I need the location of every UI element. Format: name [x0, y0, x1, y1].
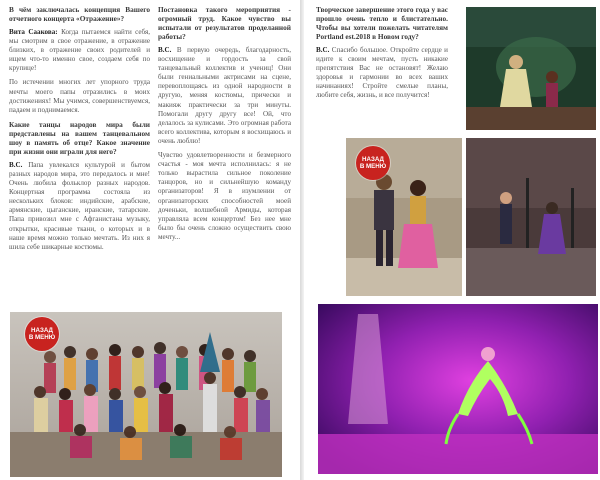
speaker-label: В.С. — [316, 46, 330, 54]
speaker-label: В.С. — [9, 160, 23, 169]
speaker-label: В.С. — [158, 46, 172, 54]
question-effort: Постановка такого мероприятия - огромный труд. Какое чувство вы испытали от результатов проделанной работы? — [158, 5, 291, 41]
answer-dances-text: Папа увлекался культурой и бытом разных народов мира, это передалось и мне! Очень любила фольклор разных народов. Концертная программа состояла из нескольких блоков: индийские, арабские, армянские, цыганские, иранские, татарские. Папа привозил мне с Афганистана музыку, открытки, красивые ткани, о которых и в наше время можно только мечтать. Из них я шила себе шикарные костюмы. — [9, 160, 150, 251]
question-dances: Какие танцы народов мира были представлены на вашем танцевальном шоу в память об отце? Какое значение при жизни они играли для него? — [9, 119, 150, 156]
question-concept: В чём заключалась концепция Вашего отчетного концерта «Отражение»? — [9, 5, 150, 23]
answer-concept-continued: По истечении многих лет упорного труда мечты моего папы отразились в моих достижениях! Мы учимся, совершенствуемся, падаем и поднимаемся. — [9, 78, 150, 114]
back-to-menu-line2: В МЕНЮ — [28, 334, 56, 341]
question-new-year: Творческое завершение этого года у вас прошло очень тепло и блистательно. Чтобы вы хотели пожелать читателям Portland est.2018 в Новом году? — [316, 5, 448, 41]
stage-photo-dancer — [466, 7, 596, 130]
answer-effort-continued: Чувство удовлетворенности и безмерного счастья - моя мечта исполнилась: я не только вырастила сильное поколение танцоров, но и сильнейшую команду организаторов! Я в изумлении от организаторских способностей моей доченьки, волшебной Армиды, которая управляла всем концертом! Без нее мне было бы очень сложно осуществить свою мечту... — [158, 151, 291, 241]
answer-effort-text: В первую очередь, благодарность, восхищение и гордость за свой танцевальный коллектив и учениц! Они были гениальными актрисами на сцене, перевоплощаясь из одной народности в другую, меняя костюмы, прически и макияж практически за три минуты. Помогали другу другу все! Ой, что делалось за кулисами. Это огромная работа всего коллектива, которым я восхищаюсь и очень люблю! — [158, 46, 291, 145]
back-to-menu-button[interactable] — [356, 146, 390, 180]
speaker-label: Вита Саакова: — [9, 28, 58, 36]
right-page — [304, 0, 600, 480]
back-to-menu-line1: НАЗАД — [31, 327, 53, 334]
stage-photo-performance — [466, 138, 596, 296]
left-column-1 — [9, 5, 150, 257]
answer-new-year — [316, 46, 448, 101]
back-to-menu-line2: В МЕНЮ — [359, 163, 387, 170]
answer-concept — [9, 28, 150, 73]
answer-effort — [158, 46, 291, 146]
answer-new-year-text: Спасибо большое. Откройте сердце и идите к своим мечтам, пусть никакие препятствия Вас не остановят! Желаю здоровья и гармонии во всех ваших начинаниях! Стройте смелые планы, любите себя, жизнь, и все получится! — [316, 46, 448, 100]
right-column — [316, 5, 448, 106]
back-to-menu-button[interactable] — [25, 317, 59, 351]
answer-concept-text: Когда пытаемся найти себя, мы смотрим в свое отражение, в отражение близких, в отражение своих родителей и ищем что-то именно свое, создаем себя по крупице! — [9, 28, 151, 73]
answer-dances — [9, 161, 150, 252]
stage-photo-neon-dancer — [318, 304, 598, 474]
left-column-2 — [158, 5, 291, 247]
back-to-menu-line1: НАЗАД — [362, 156, 384, 163]
